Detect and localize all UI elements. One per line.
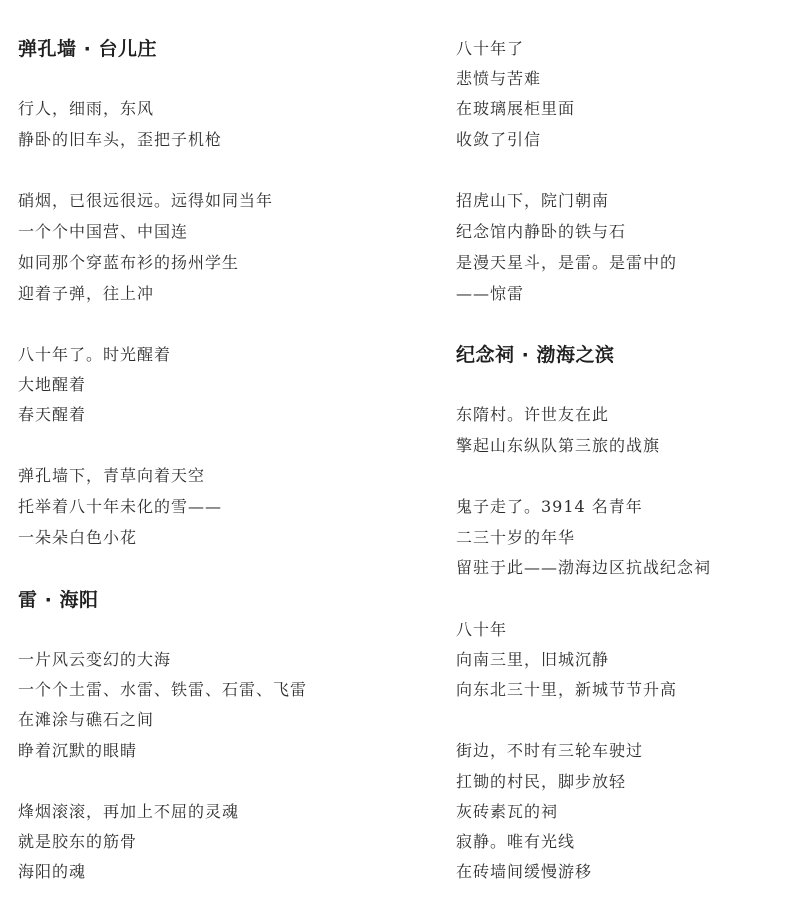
- poem-line: 在滩涂与礁石之间: [18, 710, 155, 729]
- poem-line: 海阳的魂: [18, 862, 87, 881]
- poem-line: 就是胶东的筋骨: [18, 832, 138, 851]
- poem-line: 是漫天星斗，是雷。是雷中的: [456, 253, 678, 272]
- poem-line: 在砖墙间缓慢游移: [456, 862, 593, 881]
- poem-line: 八十年了: [456, 39, 525, 58]
- poem-line: 留驻于此——渤海边区抗战纪念祠: [456, 558, 712, 577]
- poem-line: 烽烟滚滚，再加上不屈的灵魂: [18, 802, 240, 821]
- poem-line: 一朵朵白色小花: [18, 528, 138, 547]
- poem-line: 八十年: [456, 620, 508, 639]
- poem-line: 春天醒着: [18, 405, 87, 424]
- poem-line: 一个个中国营、中国连: [18, 222, 189, 241]
- poem-line: 托举着八十年未化的雪——: [18, 497, 223, 516]
- poem-line: 如同那个穿蓝布衫的扬州学生: [18, 253, 240, 272]
- poem-line: 大地醒着: [18, 375, 87, 394]
- poem-line: 一片风云变幻的大海: [18, 650, 172, 669]
- poem-line: 睁着沉默的眼睛: [18, 741, 138, 760]
- poem-line: 纪念馆内静卧的铁与石: [456, 222, 627, 241]
- poem-line: 招虎山下，院门朝南: [456, 191, 610, 210]
- poem-line: 迎着子弹，往上冲: [18, 284, 155, 303]
- poem-line: 八十年了。时光醒着: [18, 345, 172, 364]
- poem-title: 雷 · 海阳: [18, 589, 99, 611]
- poem-line: 向东北三十里，新城节节升高: [456, 680, 678, 699]
- poem-line: 扛锄的村民，脚步放轻: [456, 772, 627, 791]
- poem-title: 纪念祠 · 渤海之滨: [456, 344, 615, 366]
- poem-line: ——惊雷: [456, 284, 525, 303]
- poem-line: 鬼子走了。3914 名青年: [456, 497, 643, 516]
- poem-line: 灰砖素瓦的祠: [456, 802, 559, 821]
- poem-line: 寂静。唯有光线: [456, 832, 576, 851]
- poem-line: 街边，不时有三轮车驶过: [456, 741, 644, 760]
- poem-line: 在玻璃展柜里面: [456, 99, 576, 118]
- poem-line: 弹孔墙下，青草向着天空: [18, 466, 206, 485]
- poem-line: 二三十岁的年华: [456, 528, 576, 547]
- poem-line: 一个个土雷、水雷、铁雷、石雷、飞雷: [18, 680, 308, 699]
- poem-line: 静卧的旧车头，歪把子机枪: [18, 130, 223, 149]
- poem-line: 向南三里，旧城沉静: [456, 650, 610, 669]
- poem-line: 收敛了引信: [456, 130, 542, 149]
- poem-line: 东隋村。许世友在此: [456, 405, 610, 424]
- poem-line: 行人，细雨，东风: [18, 99, 155, 118]
- poem-title: 弹孔墙 · 台儿庄: [18, 38, 157, 60]
- poem-line: 擎起山东纵队第三旅的战旗: [456, 436, 661, 455]
- poem-line: 硝烟，已很远很远。远得如同当年: [18, 191, 274, 210]
- poem-line: 悲愤与苦难: [456, 69, 542, 88]
